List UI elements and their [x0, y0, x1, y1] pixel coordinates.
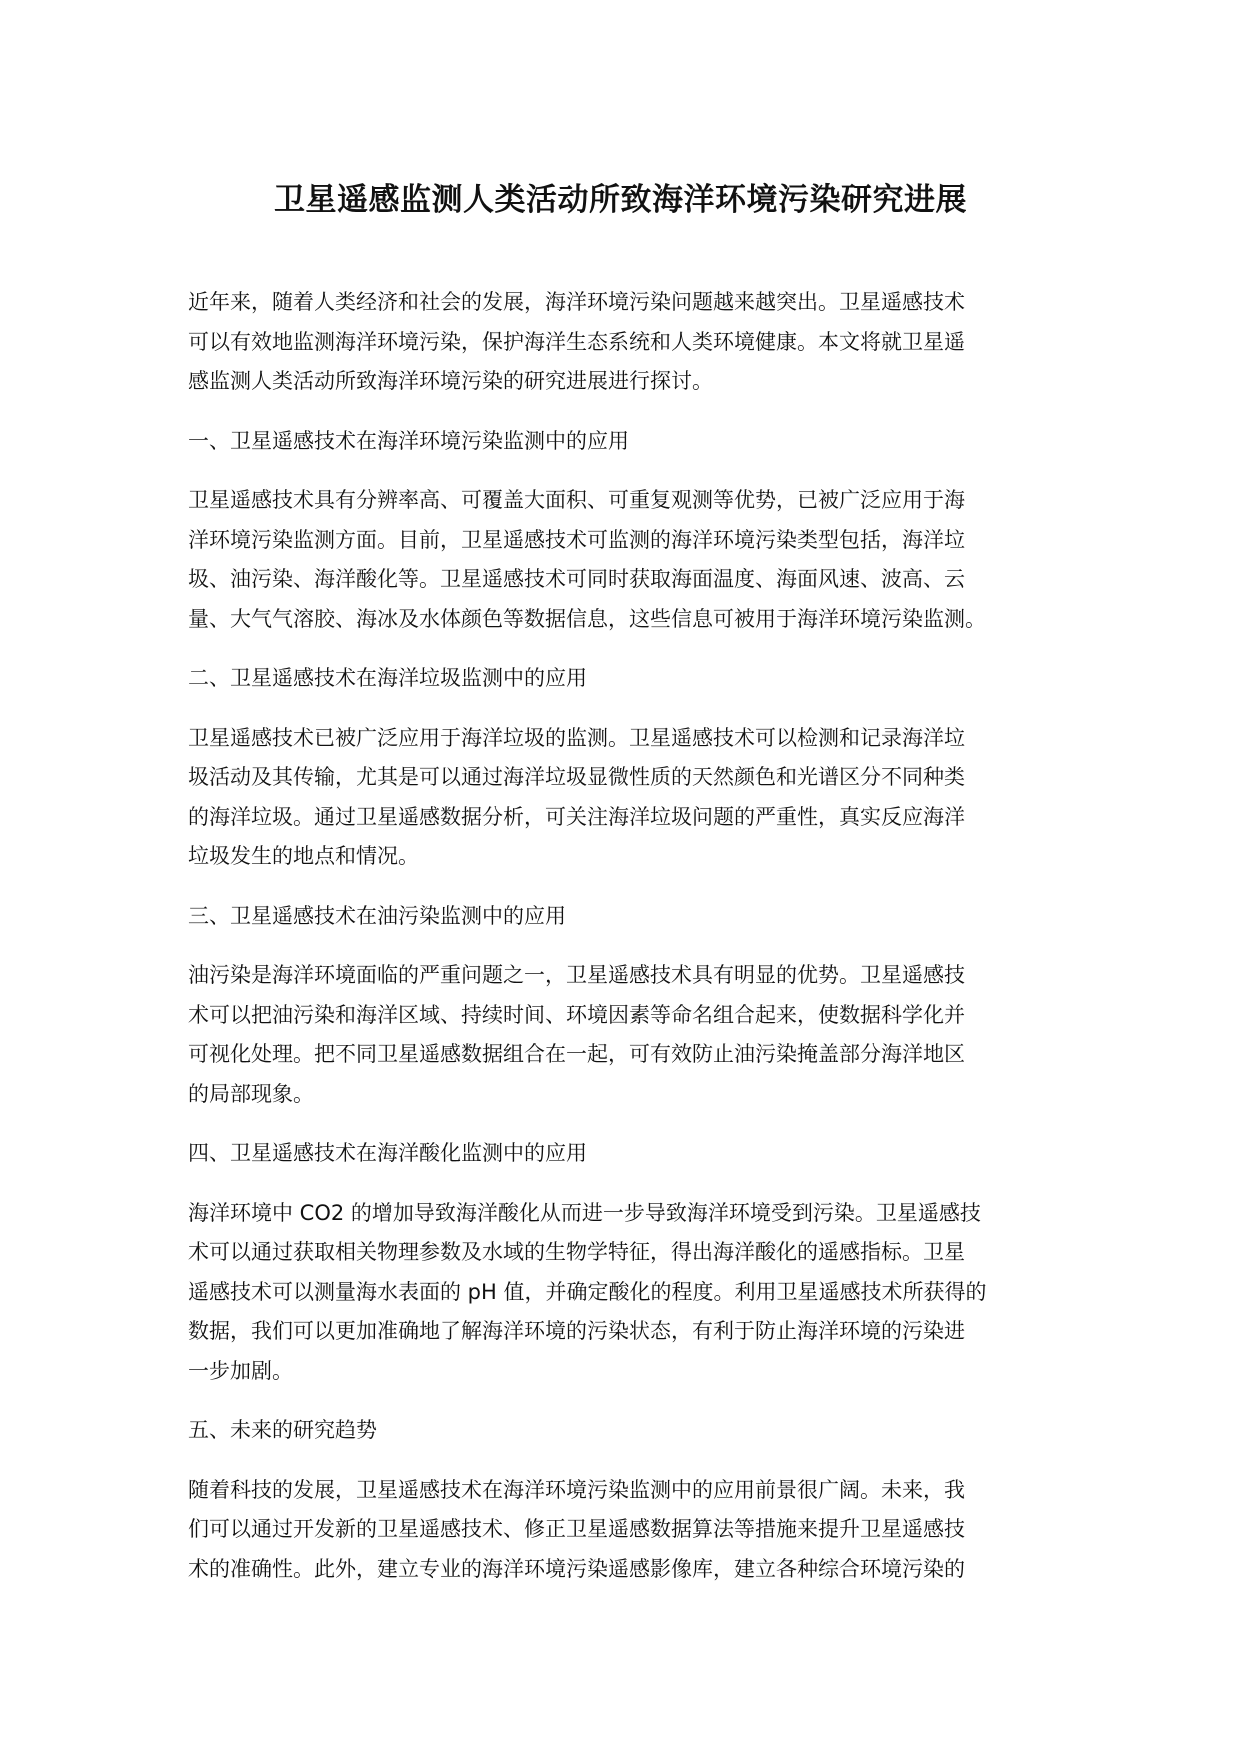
document-body: [188, 283, 1068, 1609]
document-title: 卫星遥感监测人类活动所致海洋环境污染研究进展: [274, 182, 967, 218]
section-paragraph-5: [188, 1471, 1068, 1590]
text-line: 量、大气气溶胶、海冰及水体颜色等数据信息，这些信息可被用于海洋环境污染监测。: [188, 606, 986, 631]
section-paragraph-2: [188, 719, 1068, 877]
text-line: 术可以把油污染和海洋区域、持续时间、环境因素等命名组合起来，使数据科学化并: [188, 1002, 965, 1027]
section-heading-5: 五、未来的研究趋势: [188, 1418, 377, 1442]
text-line: 卫星遥感技术已被广泛应用于海洋垃圾的监测。卫星遥感技术可以检测和记录海洋垃: [188, 725, 965, 750]
text-line: 可视化处理。把不同卫星遥感数据组合在一起，可有效防止油污染掩盖部分海洋地区: [188, 1042, 965, 1066]
section-heading-2: 二、卫星遥感技术在海洋垃圾监测中的应用: [188, 666, 587, 690]
text-line: 数据，我们可以更加准确地了解海洋环境的污染状态，有利于防止海洋环境的污染进: [188, 1319, 965, 1343]
text-line: 术可以通过获取相关物理参数及水域的生物学特征，得出海洋酸化的遥感指标。卫星: [188, 1240, 965, 1264]
text-line: 可以有效地监测海洋环境污染，保护海洋生态系统和人类环境健康。本文将就卫星遥: [188, 329, 965, 354]
text-line: 术的准确性。此外，建立专业的海洋环境污染遥感影像库，建立各种综合环境污染的: [188, 1556, 965, 1581]
text-line: 的海洋垃圾。通过卫星遥感数据分析，可关注海洋垃圾问题的严重性，真实反应海洋: [188, 804, 965, 829]
section-paragraph-1: [188, 481, 1068, 639]
text-line: 随着科技的发展，卫星遥感技术在海洋环境污染监测中的应用前景很广阔。未来，我: [188, 1477, 965, 1502]
text-line: 的局部现象。: [188, 1081, 314, 1106]
text-line: 圾、油污染、海洋酸化等。卫星遥感技术可同时获取海面温度、海面风速、波高、云: [188, 567, 965, 591]
text-line: 一步加剧。: [188, 1358, 293, 1383]
section-heading-4: 四、卫星遥感技术在海洋酸化监测中的应用: [188, 1141, 587, 1165]
text-line: 们可以通过开发新的卫星遥感技术、修正卫星遥感数据算法等措施来提升卫星遥感技: [188, 1517, 965, 1541]
section-heading-3: 三、卫星遥感技术在油污染监测中的应用: [188, 903, 566, 928]
text-line: 洋环境污染监测方面。目前，卫星遥感技术可监测的海洋环境污染类型包括，海洋垃: [188, 527, 965, 552]
text-line: 遥感技术可以测量海水表面的 pH 值，并确定酸化的程度。利用卫星遥感技术所获得的: [188, 1279, 987, 1304]
text-line: 圾活动及其传输，尤其是可以通过海洋垃圾显微性质的天然颜色和光谱区分不同种类: [188, 765, 965, 789]
section-heading-1: 一、卫星遥感技术在海洋环境污染监测中的应用: [188, 428, 629, 453]
section-paragraph-3: [188, 956, 1068, 1114]
intro-paragraph: [188, 283, 1068, 402]
text-line: 海洋环境中 CO2 的增加导致海洋酸化从而进一步导致海洋环境受到污染。卫星遥感技: [188, 1200, 981, 1225]
text-line: 近年来，随着人类经济和社会的发展，海洋环境污染问题越来越突出。卫星遥感技术: [188, 290, 965, 314]
text-line: 感监测人类活动所致海洋环境污染的研究进展进行探讨。: [188, 369, 713, 393]
section-paragraph-4: [188, 1194, 1068, 1392]
text-line: 油污染是海洋环境面临的严重问题之一，卫星遥感技术具有明显的优势。卫星遥感技: [188, 963, 965, 987]
text-line: 垃圾发生的地点和情况。: [188, 844, 419, 868]
text-line: 卫星遥感技术具有分辨率高、可覆盖大面积、可重复观测等优势，已被广泛应用于海: [188, 488, 965, 512]
